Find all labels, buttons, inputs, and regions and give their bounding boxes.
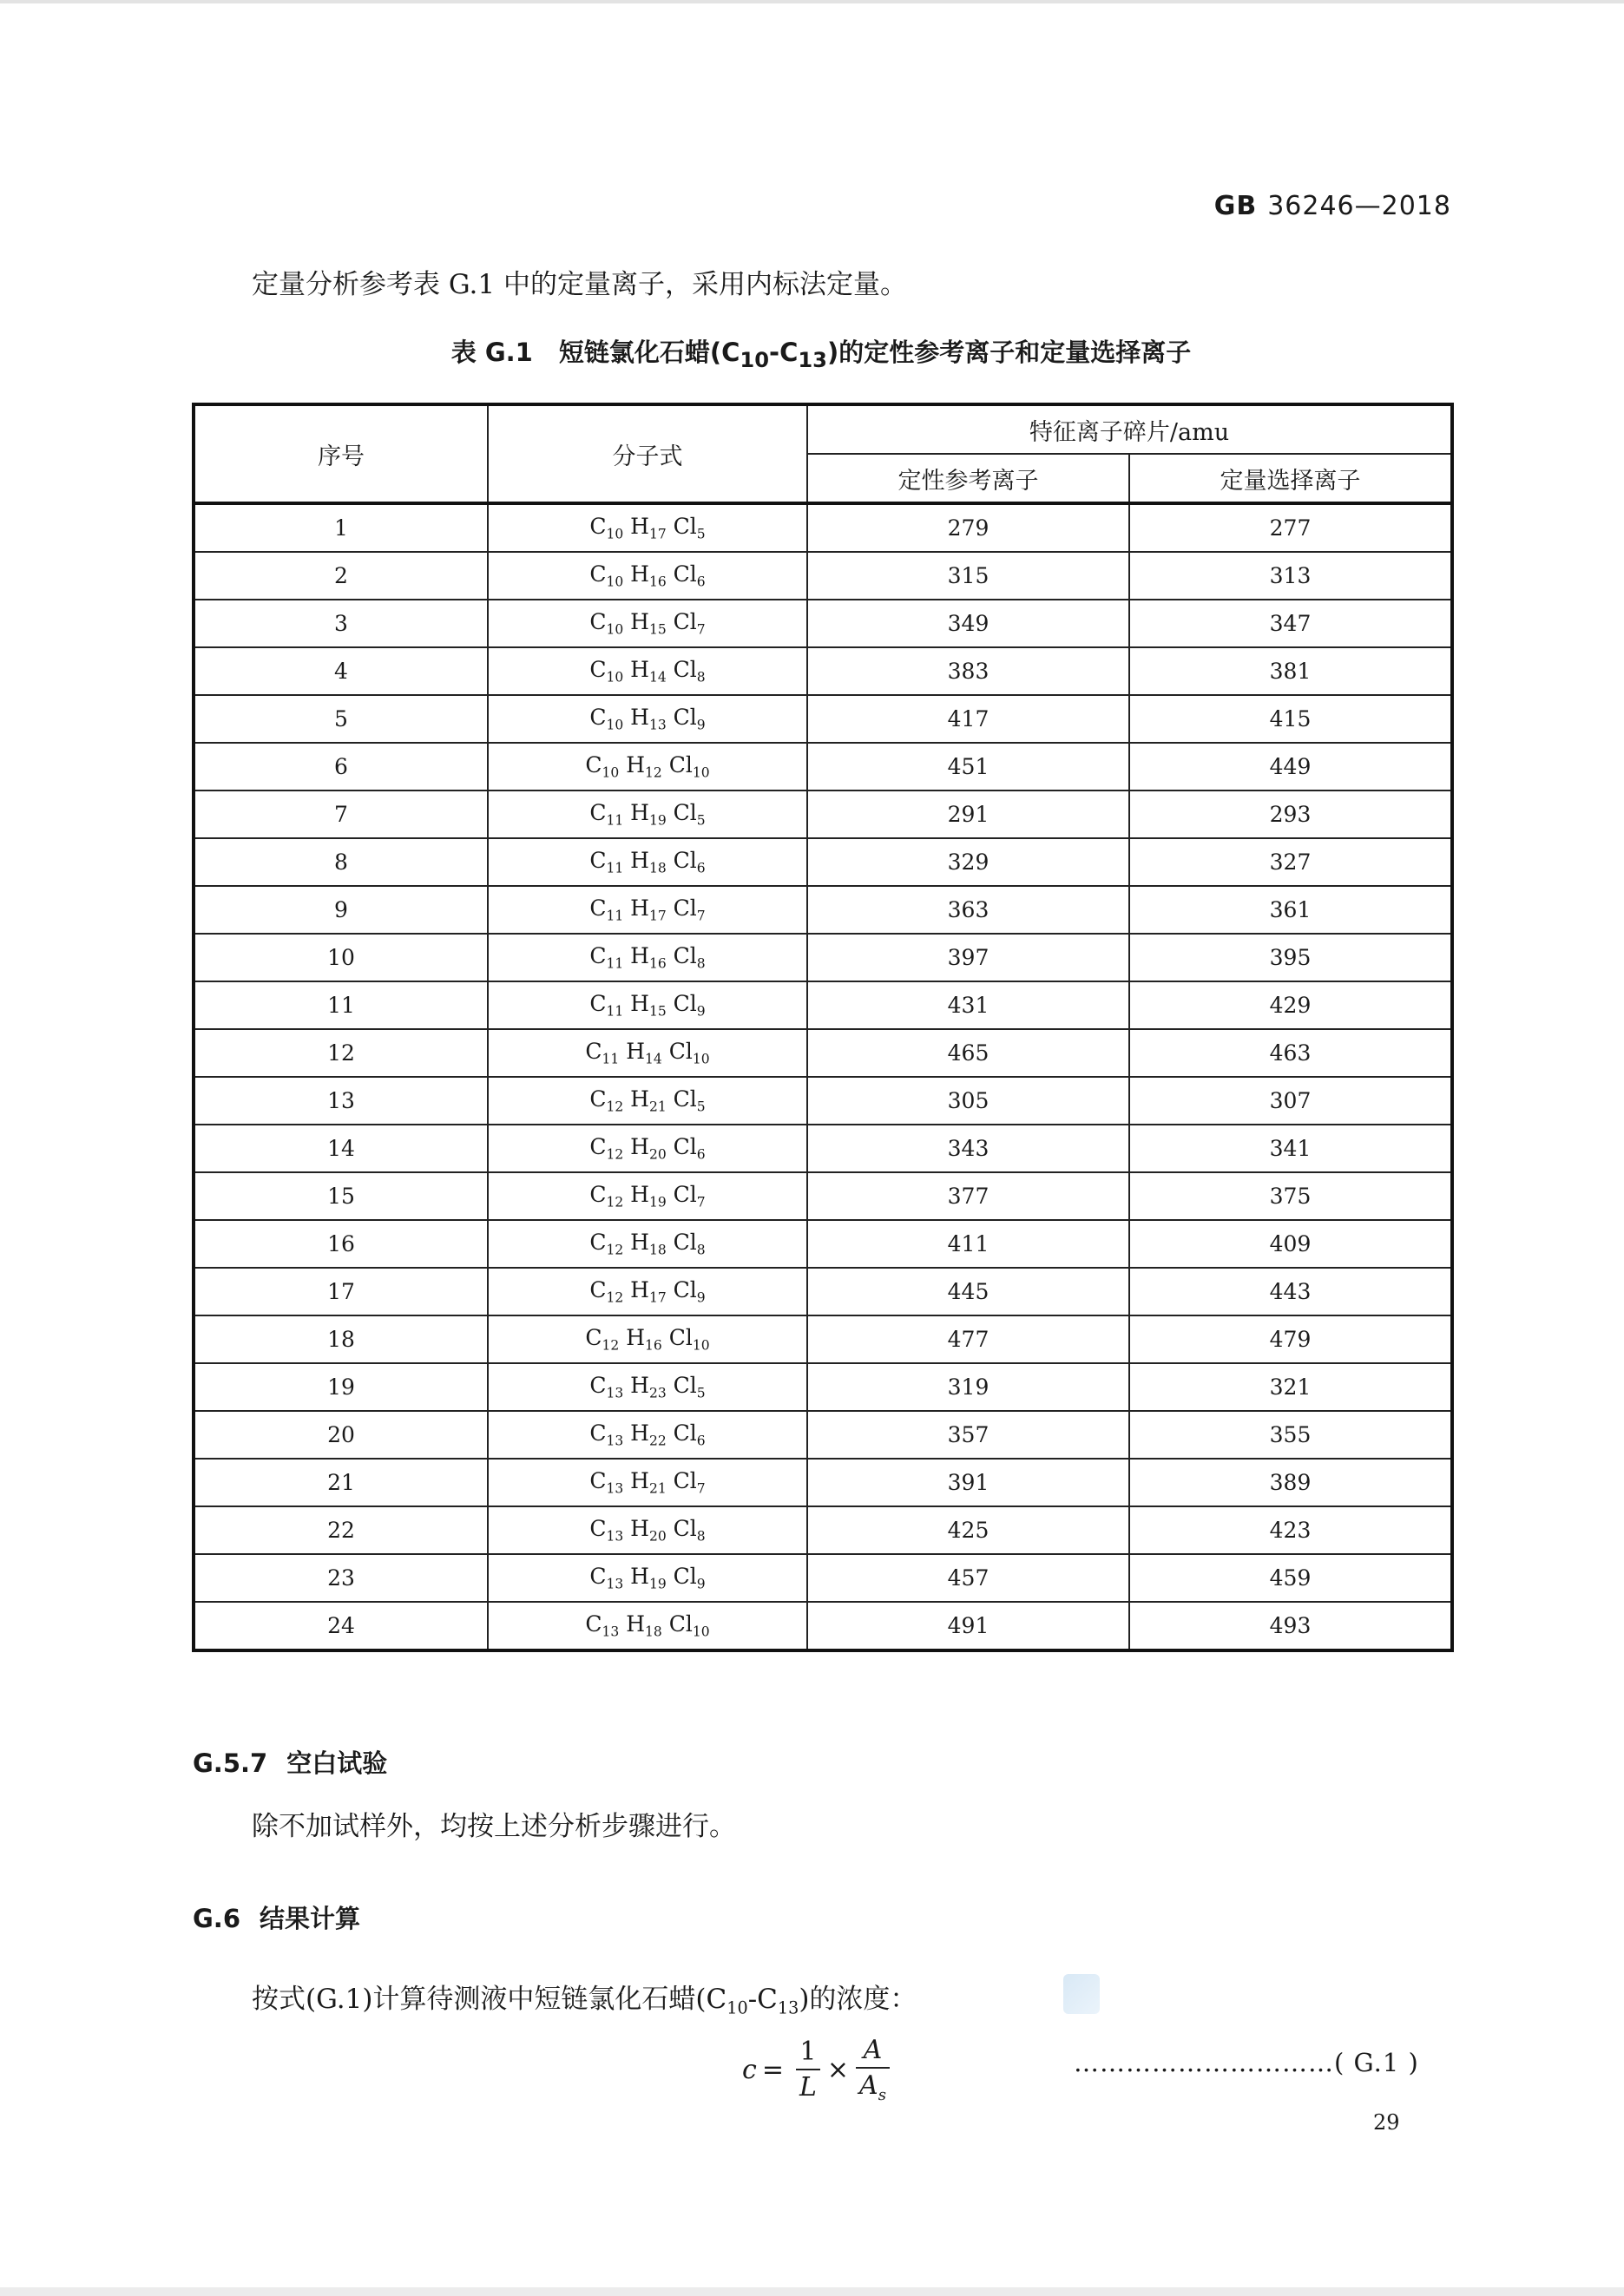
formula-c-count: 10 — [606, 717, 624, 733]
cell-quantitative-ion: 307 — [1129, 1077, 1452, 1125]
section-number: G.5.7 — [193, 1748, 268, 1778]
cell-seq: 4 — [194, 647, 488, 695]
formula-h-count: 19 — [648, 1194, 667, 1210]
formula-cl-count: 10 — [692, 1624, 710, 1640]
table-row — [194, 1411, 1452, 1459]
table-row — [194, 1506, 1452, 1554]
header-quantitative-ion: 定量选择离子 — [1129, 454, 1452, 503]
table-row — [194, 1459, 1452, 1506]
cell-formula: $C_{10}$ $H_{13}$ $Cl_9$ — [488, 695, 807, 743]
formula-c-count: 12 — [606, 1099, 624, 1115]
formula-c-count: 13 — [606, 1528, 624, 1545]
cell-qualitative-ion: 451 — [807, 743, 1129, 790]
cell-seq: 19 — [194, 1363, 488, 1411]
cell-quantitative-ion: 395 — [1129, 934, 1452, 981]
cell-seq: 23 — [194, 1554, 488, 1602]
cell-qualitative-ion: 477 — [807, 1315, 1129, 1363]
formula-cl-count: 8 — [696, 669, 706, 686]
fraction-numerator: 1 — [799, 2037, 817, 2067]
cell-seq: 7 — [194, 790, 488, 838]
fraction-a-over-as — [856, 2035, 890, 2104]
table-row — [194, 743, 1452, 790]
page-number: 29 — [1373, 2110, 1400, 2135]
cell-formula: $C_{13}$ $H_{23}$ $Cl_5$ — [488, 1363, 807, 1411]
cell-formula: $C_{13}$ $H_{21}$ $Cl_7$ — [488, 1459, 807, 1506]
cell-formula: $C_{13}$ $H_{20}$ $Cl_8$ — [488, 1506, 807, 1554]
table-row — [194, 886, 1452, 934]
formula-cl-count: 5 — [696, 1099, 706, 1115]
section-title: 结果计算 — [260, 1904, 361, 1933]
cell-seq: 2 — [194, 552, 488, 600]
cell-quantitative-ion: 341 — [1129, 1125, 1452, 1172]
formula-cl-count: 7 — [696, 621, 706, 638]
cell-formula: $C_{11}$ $H_{14}$ $Cl_{10}$ — [488, 1029, 807, 1077]
cell-quantitative-ion: 479 — [1129, 1315, 1452, 1363]
cell-qualitative-ion: 465 — [807, 1029, 1129, 1077]
formula-h-count: 19 — [648, 812, 667, 829]
header-formula: 分子式 — [488, 404, 807, 503]
formula-c-count: 12 — [606, 1289, 624, 1306]
formula-h-count: 21 — [648, 1480, 667, 1497]
cell-seq: 12 — [194, 1029, 488, 1077]
cell-seq: 10 — [194, 934, 488, 981]
cell-formula: $C_{10}$ $H_{16}$ $Cl_6$ — [488, 552, 807, 600]
formula-cl-count: 7 — [696, 908, 706, 924]
formula-h-count: 18 — [645, 1624, 662, 1640]
formula-c-count: 10 — [606, 526, 624, 542]
cell-seq: 17 — [194, 1268, 488, 1315]
cell-qualitative-ion: 417 — [807, 695, 1129, 743]
cell-quantitative-ion: 443 — [1129, 1268, 1452, 1315]
cell-qualitative-ion: 397 — [807, 934, 1129, 981]
formula-c-count: 12 — [606, 1194, 624, 1210]
formula-h-count: 20 — [648, 1528, 667, 1545]
formula-cl-count: 9 — [696, 1003, 706, 1020]
intro-paragraph: 定量分析参考表 G.1 中的定量离子，采用内标法定量。 — [252, 269, 907, 300]
cell-formula: $C_{13}$ $H_{18}$ $Cl_{10}$ — [488, 1602, 807, 1650]
fraction-numerator: A — [863, 2035, 883, 2065]
formula-cl-count: 10 — [692, 1051, 710, 1067]
formula-c-count: 13 — [606, 1433, 624, 1449]
cell-seq: 16 — [194, 1220, 488, 1268]
formula-cl-count: 9 — [696, 1576, 706, 1592]
cell-quantitative-ion: 381 — [1129, 647, 1452, 695]
formula-h-count: 18 — [648, 860, 667, 876]
cell-formula: $C_{12}$ $H_{21}$ $Cl_5$ — [488, 1077, 807, 1125]
formula-c-count: 13 — [606, 1385, 624, 1401]
formula-cl-count: 8 — [696, 955, 706, 972]
formula-h-count: 12 — [645, 764, 662, 781]
formula-cl-count: 5 — [696, 812, 706, 829]
cell-qualitative-ion: 363 — [807, 886, 1129, 934]
formula-cl-count: 10 — [692, 764, 710, 781]
cell-quantitative-ion: 293 — [1129, 790, 1452, 838]
cell-formula: $C_{11}$ $H_{19}$ $Cl_5$ — [488, 790, 807, 838]
cell-seq: 15 — [194, 1172, 488, 1220]
table-row — [194, 695, 1452, 743]
cell-seq: 21 — [194, 1459, 488, 1506]
table-caption — [191, 333, 1451, 372]
cell-quantitative-ion: 389 — [1129, 1459, 1452, 1506]
page-top-edge — [0, 0, 1624, 3]
formula-cl-count: 9 — [696, 1289, 706, 1306]
denominator-subscript: s — [878, 2086, 886, 2104]
table-row — [194, 552, 1452, 600]
table-row — [194, 934, 1452, 981]
table-caption-title: 短链氯化石蜡$(C_{10}-C_{13})$的定性参考离子和定量选择离子 — [558, 338, 1192, 372]
equation-g1 — [742, 2026, 897, 2113]
calc-paragraph: 按式(G.1)计算待测液中短链氯化石蜡$(C_{10}-C_{13})$的浓度： — [252, 1984, 917, 2018]
formula-c-count: 12 — [602, 1337, 620, 1354]
cell-quantitative-ion: 429 — [1129, 981, 1452, 1029]
formula-h-count: 14 — [645, 1051, 662, 1067]
cell-qualitative-ion: 491 — [807, 1602, 1129, 1650]
cell-seq: 1 — [194, 503, 488, 552]
cell-qualitative-ion: 445 — [807, 1268, 1129, 1315]
cell-formula: $C_{13}$ $H_{19}$ $Cl_9$ — [488, 1554, 807, 1602]
formula-cl-count: 6 — [696, 574, 706, 590]
formula-cl-count: 7 — [696, 1194, 706, 1210]
header-seq: 序号 — [194, 404, 488, 503]
section-heading-blank-test — [193, 1744, 387, 1780]
table-row — [194, 1220, 1452, 1268]
watermark-logo-icon — [1063, 1974, 1100, 2014]
cell-formula: $C_{12}$ $H_{20}$ $Cl_6$ — [488, 1125, 807, 1172]
standard-number-header — [1128, 191, 1451, 221]
cell-seq: 8 — [194, 838, 488, 886]
formula-h-count: 23 — [648, 1385, 667, 1401]
cell-quantitative-ion: 347 — [1129, 600, 1452, 647]
cell-formula: $C_{12}$ $H_{19}$ $Cl_7$ — [488, 1172, 807, 1220]
formula-c-count: 10 — [606, 621, 624, 638]
standard-prefix: GB — [1213, 191, 1258, 221]
formula-c-count: 11 — [606, 908, 624, 924]
section-title: 空白试验 — [286, 1748, 388, 1778]
equation-lhs: c — [742, 2054, 757, 2085]
fraction-denominator: L — [796, 2069, 820, 2102]
cell-formula: $C_{10}$ $H_{15}$ $Cl_7$ — [488, 600, 807, 647]
section-number: G.6 — [193, 1904, 240, 1933]
cell-quantitative-ion: 313 — [1129, 552, 1452, 600]
formula-h-count: 17 — [648, 908, 667, 924]
formula-h-count: 15 — [648, 1003, 667, 1020]
fraction-denominator — [856, 2067, 890, 2104]
table-row — [194, 503, 1452, 552]
cell-qualitative-ion: 431 — [807, 981, 1129, 1029]
formula-c-count: 10 — [606, 669, 624, 686]
header-ion-fragments: 特征离子碎片/amu — [807, 404, 1452, 454]
cell-qualitative-ion: 377 — [807, 1172, 1129, 1220]
cell-quantitative-ion: 321 — [1129, 1363, 1452, 1411]
table-row — [194, 981, 1452, 1029]
formula-h-count: 20 — [648, 1146, 667, 1163]
cell-quantitative-ion: 375 — [1129, 1172, 1452, 1220]
cell-qualitative-ion: 279 — [807, 503, 1129, 552]
cell-formula: $C_{10}$ $H_{14}$ $Cl_8$ — [488, 647, 807, 695]
formula-h-count: 13 — [648, 717, 667, 733]
formula-cl-count: 8 — [696, 1242, 706, 1258]
cell-qualitative-ion: 383 — [807, 647, 1129, 695]
cell-qualitative-ion: 357 — [807, 1411, 1129, 1459]
cell-qualitative-ion: 425 — [807, 1506, 1129, 1554]
cell-seq: 24 — [194, 1602, 488, 1650]
formula-c-count: 10 — [606, 574, 624, 590]
formula-cl-count: 8 — [696, 1528, 706, 1545]
formula-c-count: 11 — [606, 860, 624, 876]
cell-qualitative-ion: 457 — [807, 1554, 1129, 1602]
fraction-one-over-l — [796, 2037, 820, 2102]
table-row — [194, 790, 1452, 838]
cell-seq: 9 — [194, 886, 488, 934]
cell-quantitative-ion: 449 — [1129, 743, 1452, 790]
table-row — [194, 1077, 1452, 1125]
cell-quantitative-ion: 459 — [1129, 1554, 1452, 1602]
cell-seq: 22 — [194, 1506, 488, 1554]
cell-qualitative-ion: 329 — [807, 838, 1129, 886]
formula-cl-count: 5 — [696, 1385, 706, 1401]
cell-seq: 6 — [194, 743, 488, 790]
page-bottom-edge — [0, 2287, 1624, 2296]
cell-seq: 14 — [194, 1125, 488, 1172]
formula-cl-count: 5 — [696, 526, 706, 542]
formula-h-count: 16 — [645, 1337, 662, 1354]
cell-formula: $C_{11}$ $H_{15}$ $Cl_9$ — [488, 981, 807, 1029]
cell-seq: 18 — [194, 1315, 488, 1363]
cell-formula: $C_{11}$ $H_{17}$ $Cl_7$ — [488, 886, 807, 934]
formula-c-count: 13 — [606, 1576, 624, 1592]
table-row — [194, 1268, 1452, 1315]
cell-seq: 13 — [194, 1077, 488, 1125]
formula-c-count: 13 — [602, 1624, 620, 1640]
formula-h-count: 16 — [648, 955, 667, 972]
cell-formula: $C_{13}$ $H_{22}$ $Cl_6$ — [488, 1411, 807, 1459]
formula-cl-count: 7 — [696, 1480, 706, 1497]
formula-c-count: 11 — [606, 1003, 624, 1020]
formula-h-count: 16 — [648, 574, 667, 590]
cell-qualitative-ion: 349 — [807, 600, 1129, 647]
cell-qualitative-ion: 305 — [807, 1077, 1129, 1125]
table-row — [194, 1029, 1452, 1077]
formula-h-count: 17 — [648, 1289, 667, 1306]
blank-test-paragraph: 除不加试样外，均按上述分析步骤进行。 — [252, 1811, 736, 1842]
formula-c-count: 13 — [606, 1480, 624, 1497]
formula-h-count: 22 — [648, 1433, 667, 1449]
formula-c-count: 12 — [606, 1242, 624, 1258]
table-row — [194, 1125, 1452, 1172]
formula-c-count: 10 — [602, 764, 620, 781]
cell-seq: 3 — [194, 600, 488, 647]
formula-cl-count: 6 — [696, 1433, 706, 1449]
cell-quantitative-ion: 423 — [1129, 1506, 1452, 1554]
cell-formula: $C_{11}$ $H_{16}$ $Cl_8$ — [488, 934, 807, 981]
table-row — [194, 1315, 1452, 1363]
formula-h-count: 21 — [648, 1099, 667, 1115]
ion-table — [192, 403, 1454, 1652]
formula-c-count: 12 — [606, 1146, 624, 1163]
formula-c-count: 11 — [606, 812, 624, 829]
cell-quantitative-ion: 355 — [1129, 1411, 1452, 1459]
formula-h-count: 15 — [648, 621, 667, 638]
cell-formula: $C_{12}$ $H_{16}$ $Cl_{10}$ — [488, 1315, 807, 1363]
cell-qualitative-ion: 291 — [807, 790, 1129, 838]
table-caption-number: 表 G.1 — [450, 338, 533, 367]
formula-cl-count: 10 — [692, 1337, 710, 1354]
formula-c-count: 11 — [606, 955, 624, 972]
cell-seq: 20 — [194, 1411, 488, 1459]
cell-quantitative-ion: 361 — [1129, 886, 1452, 934]
cell-formula: $C_{12}$ $H_{17}$ $Cl_9$ — [488, 1268, 807, 1315]
denominator-base: A — [859, 2070, 878, 2101]
cell-qualitative-ion: 391 — [807, 1459, 1129, 1506]
cell-qualitative-ion: 411 — [807, 1220, 1129, 1268]
equation-times: × — [826, 2054, 850, 2085]
cell-quantitative-ion: 409 — [1129, 1220, 1452, 1268]
table-row — [194, 1363, 1452, 1411]
table-row — [194, 600, 1452, 647]
formula-h-count: 19 — [648, 1576, 667, 1592]
cell-formula: $C_{10}$ $H_{12}$ $Cl_{10}$ — [488, 743, 807, 790]
cell-quantitative-ion: 463 — [1129, 1029, 1452, 1077]
table-row — [194, 838, 1452, 886]
cell-formula: $C_{12}$ $H_{18}$ $Cl_8$ — [488, 1220, 807, 1268]
equation-number: …………………………( G.1 ) — [1074, 2048, 1419, 2077]
cell-formula: $C_{10}$ $H_{17}$ $Cl_5$ — [488, 503, 807, 552]
table-row — [194, 1554, 1452, 1602]
formula-h-count: 17 — [648, 526, 667, 542]
cell-seq: 11 — [194, 981, 488, 1029]
cell-qualitative-ion: 319 — [807, 1363, 1129, 1411]
formula-h-count: 14 — [648, 669, 667, 686]
cell-seq: 5 — [194, 695, 488, 743]
equation-equals: = — [761, 2054, 784, 2085]
section-heading-result-calc — [193, 1899, 360, 1935]
formula-cl-count: 9 — [696, 717, 706, 733]
formula-c-count: 11 — [602, 1051, 620, 1067]
formula-cl-count: 6 — [696, 860, 706, 876]
formula-cl-count: 6 — [696, 1146, 706, 1163]
cell-qualitative-ion: 315 — [807, 552, 1129, 600]
cell-qualitative-ion: 343 — [807, 1125, 1129, 1172]
table-row — [194, 1602, 1452, 1650]
cell-quantitative-ion: 415 — [1129, 695, 1452, 743]
cell-formula: $C_{11}$ $H_{18}$ $Cl_6$ — [488, 838, 807, 886]
formula-h-count: 18 — [648, 1242, 667, 1258]
table-row — [194, 1172, 1452, 1220]
header-qualitative-ion: 定性参考离子 — [807, 454, 1129, 503]
cell-quantitative-ion: 277 — [1129, 503, 1452, 552]
cell-quantitative-ion: 493 — [1129, 1602, 1452, 1650]
cell-quantitative-ion: 327 — [1129, 838, 1452, 886]
standard-number: 36246—2018 — [1267, 191, 1451, 221]
table-row — [194, 647, 1452, 695]
